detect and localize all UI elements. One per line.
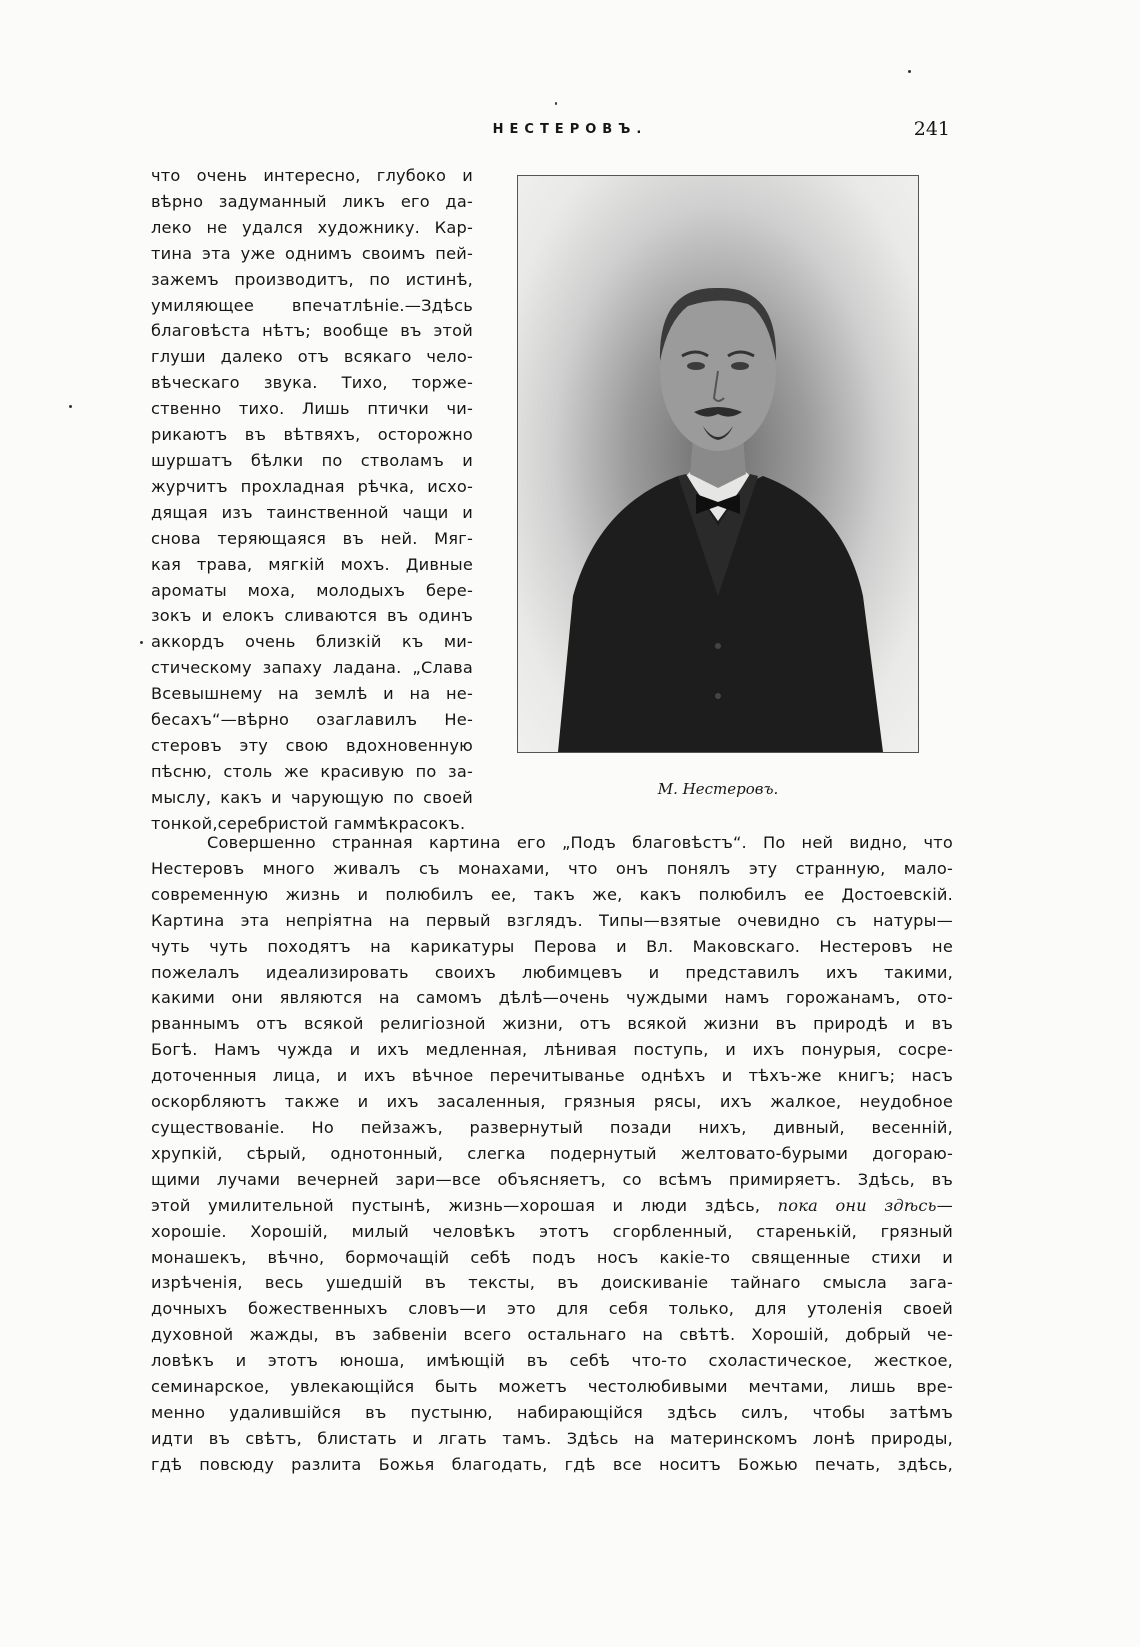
text-line: что очень интересно, глубоко и (151, 166, 473, 185)
text-line: гдѣ повсюду разлита Божья благодать, гдѣ все носитъ Божью печать, здѣсь, (151, 1454, 953, 1474)
text-line: бесахъ“—вѣрно озаглавилъ Не- (151, 710, 473, 730)
text-line: благовѣста нѣтъ; вообще въ этой (151, 321, 473, 341)
figure-caption: М. Нестеровъ. (657, 780, 779, 798)
text-line: менно удалившійся въ пустыню, набирающійся здѣсь силъ, чтобы затѣмъ (151, 1402, 953, 1422)
text-line: стеровъ эту свою вдохновенную (151, 735, 473, 755)
body-text (151, 830, 953, 1478)
text-line: умиляющее впечатлѣніе.—Здѣсь (151, 295, 473, 315)
text-line: дящая изъ таинственной чащи и (151, 502, 473, 522)
text-line: зажемъ производитъ, по истинѣ, (151, 269, 473, 289)
text-segment: — (936, 1195, 953, 1215)
text-line: монашекъ, вѣчно, бормочащій себѣ подъ носъ какіе-то священные стихи и (151, 1247, 953, 1267)
italic-phrase: пока они здѣсь (777, 1195, 937, 1215)
running-head-title: НЕСТЕРОВЪ. (492, 122, 648, 137)
text-line: Богѣ. Намъ чужда и ихъ медленная, лѣнивая поступь, и ихъ понурыя, сосре- (151, 1040, 953, 1060)
text-line: хорошіе. Хорошій, милый человѣкъ этотъ сгорбленный, старенькій, грязный (151, 1221, 953, 1241)
portrait-image (518, 176, 918, 752)
text-line: аккордъ очень близкій къ ми- (151, 632, 473, 652)
text-line: пожелалъ идеализировать своихъ любимцевъ и представилъ ихъ такими, (151, 962, 953, 982)
text-line: тонкой,серебристой гаммѣкрасокъ. (151, 813, 466, 833)
portrait-photo (517, 175, 919, 753)
text-line: снова теряющаяся въ ней. Мяг- (151, 528, 473, 548)
text-line: леко не удался художнику. Кар- (151, 217, 473, 237)
text-line: вѣрно задуманный ликъ его да- (151, 191, 473, 211)
text-line: пѣсню, столь же красивую по за- (151, 761, 473, 781)
text-line: доточенныя лица, и ихъ вѣчное перечитыванье однѣхъ и тѣхъ-же книгъ; насъ (151, 1066, 953, 1086)
text-line: Нестеровъ много живалъ съ монахами, что онъ понялъ эту странную, мало- (151, 858, 953, 878)
text-line: оскорбляютъ также и ихъ засаленныя, грязныя рясы, ихъ жалкое, неудобное (151, 1092, 953, 1112)
text-line: мыслу, какъ и чарующую по своей (151, 787, 473, 807)
text-line: зокъ и елокъ сливаются въ одинъ (151, 606, 473, 626)
text-line: шуршатъ бѣлки по стволамъ и (151, 450, 473, 470)
scan-speck (908, 70, 911, 73)
text-line: ловѣкъ и этотъ юноша, имѣющій въ себѣ что-то схоластическое, жесткое, (151, 1351, 953, 1371)
text-line: чуть чуть походятъ на карикатуры Перова и Вл. Маковскаго. Нестеровъ не (151, 936, 953, 956)
text-line: Всевышнему на землѣ и на не- (151, 684, 473, 704)
page-number: 241 (913, 118, 950, 140)
text-line: тина эта уже однимъ своимъ пей- (151, 243, 473, 263)
text-line: вѣческаго звука. Тихо, торже- (151, 373, 473, 393)
text-line: изрѣченія, весь ушедшій въ тексты, въ доискиваніе тайнаго смысла зага- (151, 1273, 953, 1293)
text-line: стическому запаху ладана. „Слава (151, 658, 473, 678)
text-line (151, 1193, 953, 1219)
scan-speck (69, 405, 72, 408)
text-line: Совершенно странная картина его „Подъ благовѣстъ“. По ней видно, что (207, 833, 953, 852)
text-line: журчитъ прохладная рѣчка, исхо- (151, 476, 473, 496)
text-line: духовной жажды, въ забвеніи всего остальнаго на свѣтѣ. Хорошій, добрый че- (151, 1325, 953, 1345)
text-line: какими они являются на самомъ дѣлѣ—очень чуждыми намъ горожанамъ, ото- (151, 988, 953, 1008)
text-line: современную жизнь и полюбилъ ее, такъ же, какъ полюбилъ ее Достоевскій. (151, 884, 953, 904)
text-line: семинарское, увлекающійся быть можетъ честолюбивыми мечтами, лишь вре- (151, 1377, 953, 1397)
text-line: существованіе. Но пейзажъ, развернутый позади нихъ, дивный, весенній, (151, 1117, 953, 1137)
text-line: щими лучами вечерней зари—все объясняетъ, со всѣмъ примиряетъ. Здѣсь, въ (151, 1169, 953, 1189)
text-line: идти въ свѣтъ, блистать и лгать тамъ. Здѣсь на материнскомъ лонѣ природы, (151, 1428, 953, 1448)
column-text (151, 163, 473, 837)
text-line: ароматы моха, молодыхъ бере- (151, 580, 473, 600)
text-line: хрупкій, сѣрый, однотонный, слегка подернутый желтовато-бурыми догораю- (151, 1143, 953, 1163)
text-line: дочныхъ божественныхъ словъ—и это для себя только, для утоленія своей (151, 1299, 953, 1319)
text-line: Картина эта непріятна на первый взглядъ. Типы—взятые очевидно съ натуры— (151, 910, 953, 930)
text-line: рикаютъ въ вѣтвяхъ, осторожно (151, 425, 473, 445)
text-line: кая трава, мягкій мохъ. Дивные (151, 554, 473, 574)
text-line: ственно тихо. Лишь птички чи- (151, 399, 473, 419)
text-segment: этой умилительной пустынѣ, жизнь—хорошая и люди здѣсь, (151, 1195, 778, 1215)
scan-speck (140, 641, 143, 644)
scan-speck (555, 102, 557, 105)
text-line: глуши далеко отъ всякаго чело- (151, 347, 473, 367)
text-line: рваннымъ отъ всякой религіозной жизни, отъ всякой жизни въ природѣ и въ (151, 1014, 953, 1034)
